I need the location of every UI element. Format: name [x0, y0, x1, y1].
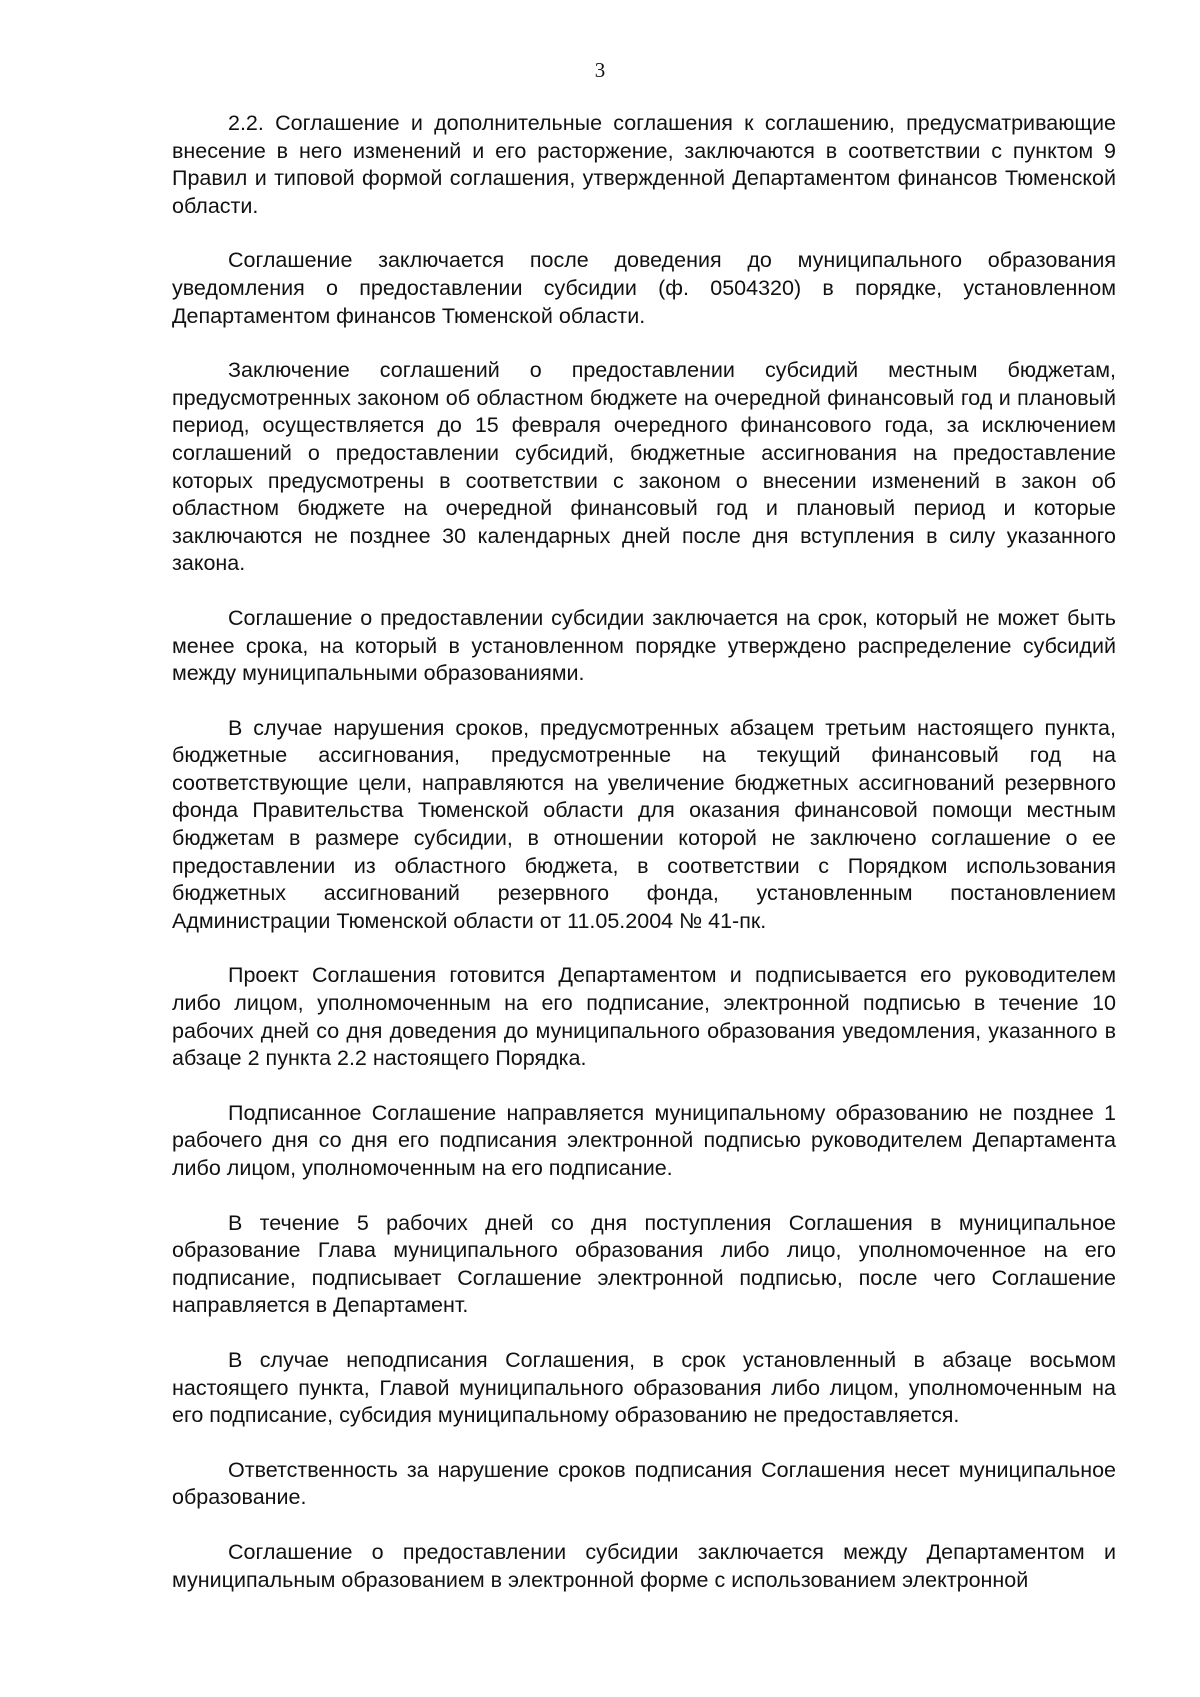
- paragraph: В случае неподписания Соглашения, в срок установленный в абзаце восьмом настоящего пункта, Главой муниципального образования либо лицом, уполномоченным на его подписание, субсидия муниципальному образованию не предоставляется.: [172, 1347, 1116, 1428]
- page-number: 3: [594, 58, 606, 82]
- paragraph: Заключение соглашений о предоставлении субсидий местным бюджетам, предусмотренных законом об областном бюджете на очередной финансовый год и плановый период, осуществляется до 15 февраля очередного финансового года, за исключением соглашений о предоставлении субсидий, бюджетные ассигнования на предоставление которых предусмотрены в соответствии с законом о внесении изменений в закон об областном бюджете на очередной финансовый год и плановый период и которые заключаются не позднее 30 календарных дней после дня вступления в силу указанного закона.: [172, 358, 1116, 576]
- paragraph: Соглашение заключается после доведения до муниципального образования уведомления о предоставлении субсидии (ф. 0504320) в порядке, установленном Департаментом финансов Тюменской области.: [172, 248, 1116, 328]
- paragraph: Подписанное Соглашение направляется муниципальному образованию не позднее 1 рабочего дня со дня его подписания электронной подписью руководителем Департамента либо лицом, уполномоченным на его подписание.: [172, 1100, 1116, 1180]
- document-body: [172, 110, 1116, 1594]
- paragraph: В случае нарушения сроков, предусмотренных абзацем третьим настоящего пункта, бюджетные ассигнования, предусмотренные на текущий финансовый год на соответствующие цели, направляются на увеличение бюджетных ассигнований резервного фонда Правительства Тюменской области для оказания финансовой помощи местным бюджетам в размере субсидии, в отношении которой не заключено соглашение о ее предоставлении из областного бюджета, в соответствии с Порядком использования бюджетных ассигнований резервного фонда, установленным постановлением Администрации Тюменской области от 11.05.2004 № 41-пк.: [172, 715, 1116, 933]
- paragraph: Соглашение о предоставлении субсидии заключается на срок, который не может быть менее срока, на который в установленном порядке утверждено распределение субсидий между муниципальными образованиями.: [172, 605, 1116, 686]
- paragraph: Проект Соглашения готовится Департаментом и подписывается его руководителем либо лицом, уполномоченным на его подписание, электронной подписью в течение 10 рабочих дней со дня доведения до муниципального образования уведомления, указанного в абзаце 2 пункта 2.2 настоящего Порядка.: [172, 963, 1116, 1071]
- paragraph: Ответственность за нарушение сроков подписания Соглашения несет муниципальное образование.: [172, 1457, 1116, 1510]
- paragraph: 2.2. Соглашение и дополнительные соглашения к соглашению, предусматривающие внесение в него изменений и его расторжение, заключаются в соответствии с пунктом 9 Правил и типовой формой соглашения, утвержденной Департаментом финансов Тюменской области.: [172, 111, 1116, 218]
- paragraph-continued: Соглашение о предоставлении субсидии заключается между Департаментом и муниципальным образованием в электронной форме с использованием электронной: [172, 1539, 1116, 1592]
- paragraph: В течение 5 рабочих дней со дня поступления Соглашения в муниципальное образование Глава муниципального образования либо лицо, уполномоченное на его подписание, подписывает Соглашение электронной подписью, после чего Соглашение направляется в Департамент.: [172, 1210, 1116, 1318]
